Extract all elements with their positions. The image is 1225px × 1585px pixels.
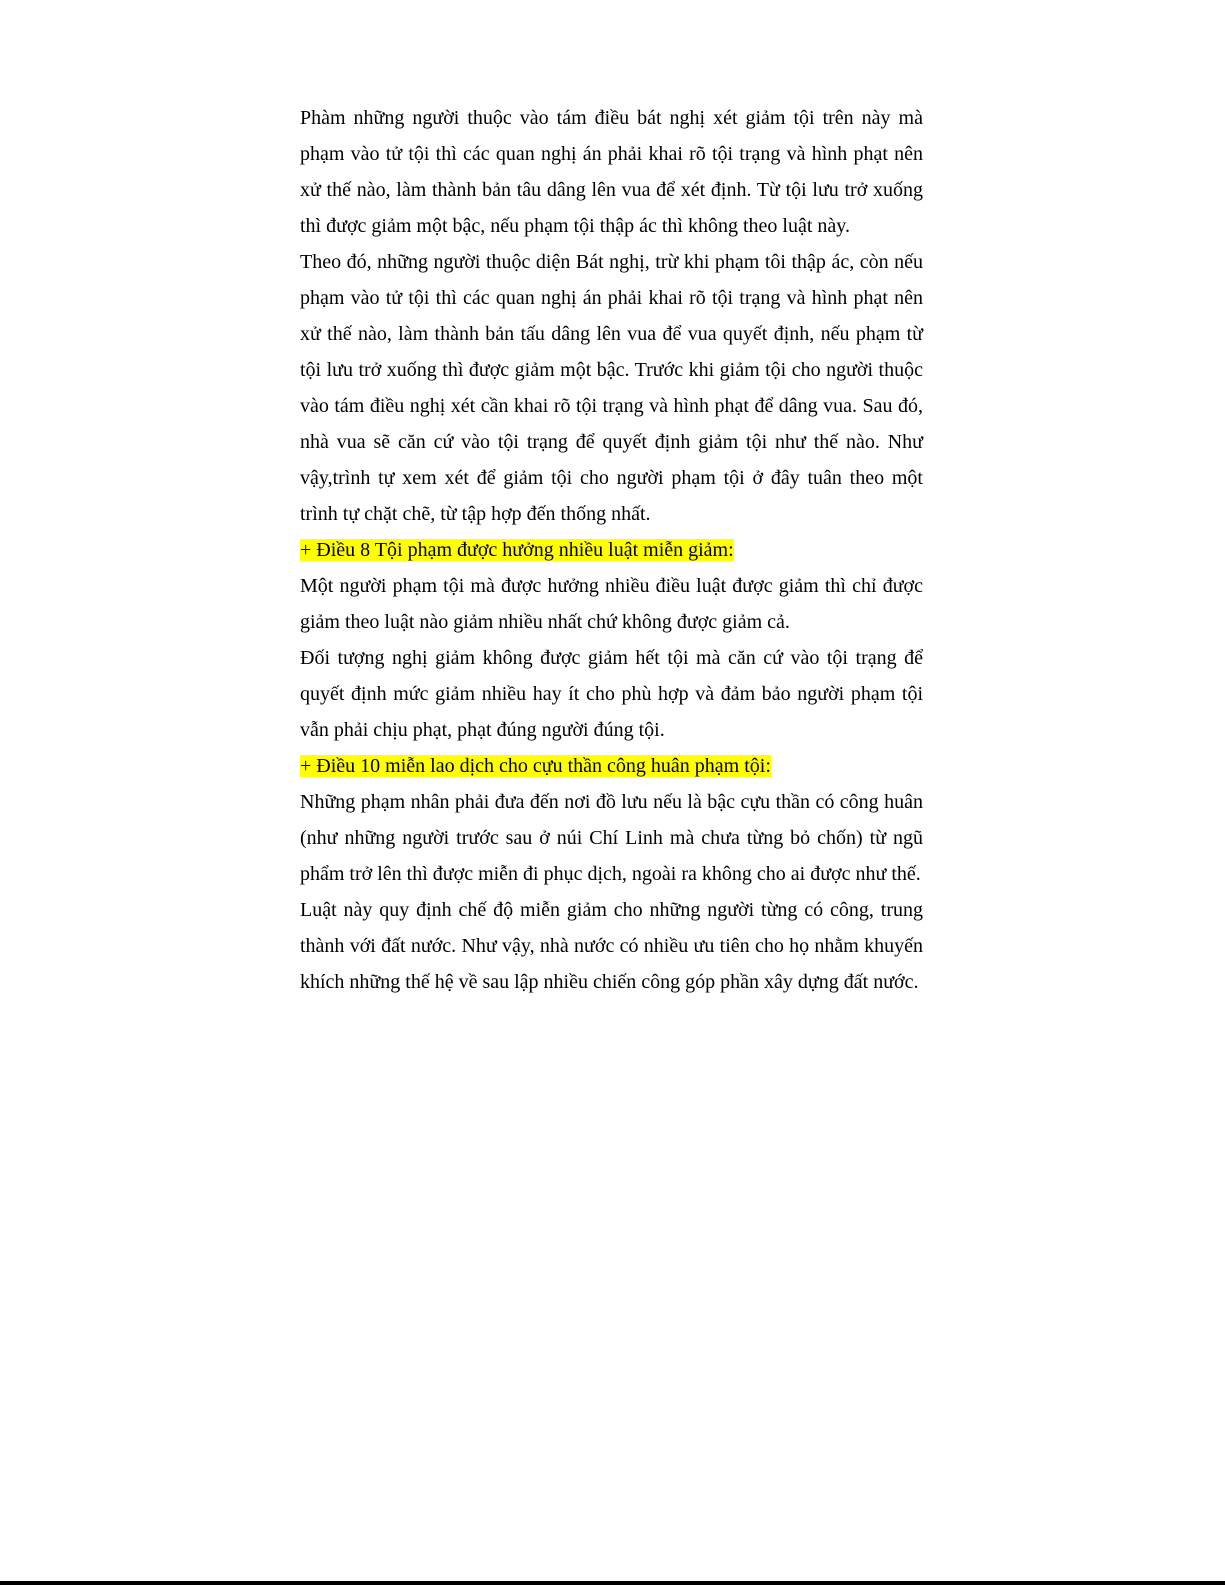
page-bottom-border (0, 1581, 1225, 1585)
paragraph-bat-nghi-quote: Phàm những người thuộc vào tám điều bát nghị xét giảm tội trên này mà phạm vào tử tội thì các quan nghị án phải khai rõ tội trạng và hình phạt nên xử thế nào, làm thành bản tâu dâng lên vua để xét định. Từ tội lưu trở xuống thì được giảm một bậc, nếu phạm tội thập ác thì không theo luật này. (300, 107, 923, 237)
paragraph-dieu-10-commentary: Luật này quy định chế độ miễn giảm cho những người từng có công, trung thành với đất nước. Như vậy, nhà nước có nhiều ưu tiên cho họ nhằm khuyến khích những thế hệ về sau lập nhiều chiến công góp phần xây dựng đất nước. (300, 899, 923, 993)
highlighted-heading-text: + Điều 8 Tội phạm được hưởng nhiều luật miễn giảm: (300, 539, 734, 561)
highlighted-heading-text: + Điều 10 miễn lao dịch cho cựu thần công huân phạm tội: (300, 755, 771, 777)
paragraph-dieu-8-commentary: Đối tượng nghị giảm không được giảm hết tội mà căn cứ vào tội trạng để quyết định mức giảm nhiều hay ít cho phù hợp và đảm bảo người phạm tội vẫn phải chịu phạt, phạt đúng người đúng tội. (300, 647, 923, 741)
paragraph-dieu-8-quote: Một người phạm tội mà được hưởng nhiều điều luật được giảm thì chỉ được giảm theo luật nào giảm nhiều nhất chứ không được giảm cả. (300, 575, 923, 633)
heading-dieu-10 (300, 748, 923, 784)
heading-dieu-8 (300, 532, 923, 568)
paragraph-dieu-10-quote: Những phạm nhân phải đưa đến nơi đồ lưu nếu là bậc cựu thần có công huân (như những người trước sau ở núi Chí Linh mà chưa từng bỏ chốn) từ ngũ phẩm trở lên thì được miễn đi phục dịch, ngoài ra không cho ai được như thế. (300, 791, 923, 885)
document-body (300, 100, 923, 1000)
paragraph-bat-nghi-commentary: Theo đó, những người thuộc diện Bát nghị, trừ khi phạm tôi thập ác, còn nếu phạm vào tử tội thì các quan nghị án phải khai rõ tội trạng và hình phạt nên xử thế nào, làm thành bản tấu dâng lên vua để vua quyết định, nếu phạm từ tội lưu trở xuống thì được giảm một bậc. Trước khi giảm tội cho người thuộc vào tám điều nghị xét cần khai rõ tội trạng và hình phạt để dâng vua. Sau đó, nhà vua sẽ căn cứ vào tội trạng để quyết định giảm tội như thế nào. Như vậy,trình tự xem xét để giảm tội cho người phạm tội ở đây tuân theo một trình tự chặt chẽ, từ tập hợp đến thống nhất. (300, 251, 923, 525)
